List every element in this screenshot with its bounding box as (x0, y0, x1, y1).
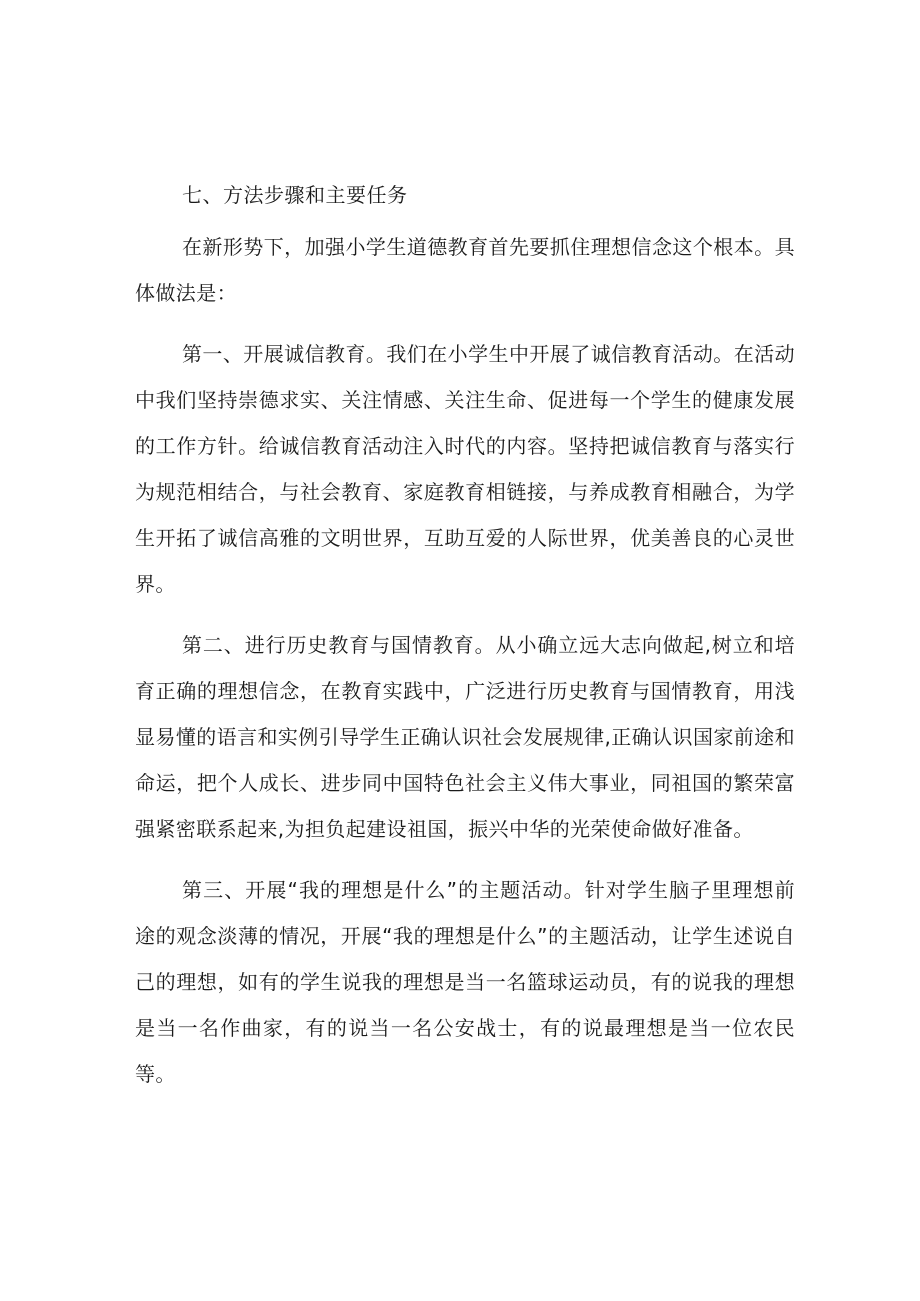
intro-paragraph: 在新形势下，加强小学生道德教育首先要抓住理想信念这个根本。具体做法是： (135, 235, 795, 305)
paragraph-history-education: 第二、进行历史教育与国情教育。从小确立远大志向做起,树立和培育正确的理想信念，在教育实践中，广泛进行历史教育与国情教育，用浅显易懂的语言和实例引导学生正确认识社会发展规律,正确认识国家前途和命运，把个人成长、进步同中国特色社会主义伟大事业，同祖国的繁荣富强紧密联系起来,为担负起建设祖国，振兴中华的光荣使命做好准备。 (135, 633, 795, 841)
document-body (135, 172, 795, 1097)
paragraph-integrity-education: 第一、开展诚信教育。我们在小学生中开展了诚信教育活动。在活动中我们坚持崇德求实、关注情感、关注生命、促进每一个学生的健康发展的工作方针。给诚信教育活动注入时代的内容。坚持把诚信教育与落实行为规范相结合，与社会教育、家庭教育相链接，与养成教育相融合，为学生开拓了诚信高雅的文明世界，互助互爱的人际世界，优美善良的心灵世界。 (135, 342, 795, 596)
paragraph-ideal-activity: 第三、开展“我的理想是什么”的主题活动。针对学生脑子里理想前途的观念淡薄的情况，开展“我的理想是什么”的主题活动，让学生述说自己的理想，如有的学生说我的理想是当一名篮球运动员，有的说我的理想是当一名作曲家，有的说当一名公安战士，有的说最理想是当一位农民等。 (135, 878, 795, 1086)
section-heading: 七、方法步骤和主要任务 (182, 183, 408, 207)
